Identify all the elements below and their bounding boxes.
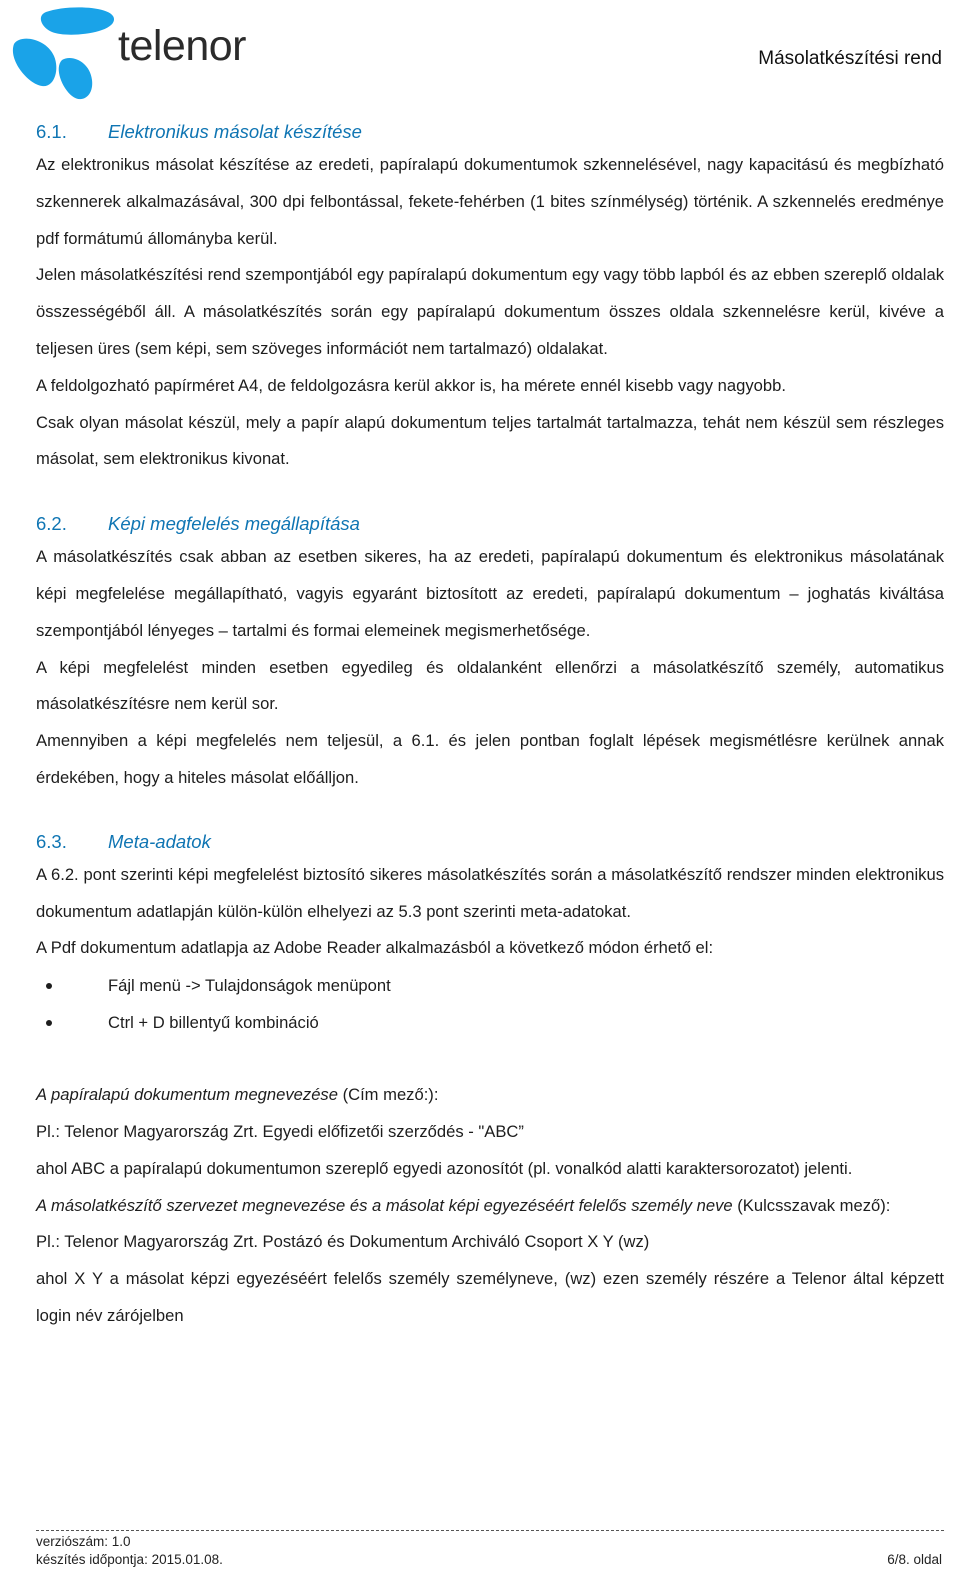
list-item: Fájl menü -> Tulajdonságok menüpont: [36, 967, 944, 1004]
footer-divider: [36, 1530, 944, 1531]
section-heading-6-2: [36, 509, 944, 539]
document-title: Másolatkészítési rend: [758, 48, 942, 69]
title-field-example: Pl.: Telenor Magyarország Zrt. Egyedi előfizetői szerződés - "ABC”: [36, 1121, 524, 1141]
section-title: Meta-adatok: [108, 830, 211, 852]
list-item: Ctrl + D billentyű kombináció: [36, 1004, 944, 1041]
footer-date: készítés időpontja: 2015.01.08.: [36, 1552, 223, 1567]
telenor-propeller-logo-icon: [6, 4, 118, 104]
bullet-icon: [46, 1020, 52, 1026]
title-field-explanation: ahol ABC a papíralapú dokumentumon szereplő egyedi azonosítót (pl. vonalkód alatti karaktersorozatot) jelenti.: [36, 1158, 853, 1178]
section-number: 6.3.: [36, 830, 67, 852]
bullet-list: [36, 967, 944, 1041]
paragraph: A képi megfelelést minden esetben egyedileg és oldalanként ellenőrzi a másolatkészítő személy, automatikus másolatkészítésre nem kerül sor.: [36, 657, 944, 714]
section-heading-6-1: [36, 117, 944, 147]
page-content: [36, 117, 944, 1335]
section-title: Képi megfelelés megállapítása: [108, 513, 360, 535]
paragraph: Csak olyan másolat készül, mely a papír alapú dokumentum teljes tartalmát tartalmazza, tehát nem készül sem részleges másolat, sem elektronikus kivonat.: [36, 412, 944, 469]
paragraph: A 6.2. pont szerinti képi megfelelést biztosító sikeres másolatkészítés során a másolatkészítő rendszer minden elektronikus dokumentum adatlapján külön-külön elhelyezi az 5.3 pont szerinti meta-adatokat.: [36, 864, 944, 921]
paragraph: Az elektronikus másolat készítése az eredeti, papíralapú dokumentumok szkennelésével, nagy kapacitású és megbízható szkennerek alkalmazásával, 300 dpi felbontással, fekete-fehérben (1 bites színmélység) történik. A szkennelés eredménye pdf formátumú állományba kerül.: [36, 155, 944, 248]
bullet-icon: [46, 983, 52, 989]
footer-version: verziószám: 1.0: [36, 1534, 131, 1549]
section-number: 6.2.: [36, 513, 67, 535]
section-title: Elektronikus másolat készítése: [108, 121, 362, 142]
paragraph: A Pdf dokumentum adatlapja az Adobe Reader alkalmazásból a következő módon érhető el:: [36, 938, 714, 958]
title-field-label: A papíralapú dokumentum megnevezése (Cím mező:):: [36, 1085, 439, 1105]
paragraph: A másolatkészítés csak abban az esetben sikeres, ha az eredeti, papíralapú dokumentum és elektronikus másolatának képi megfelelése megállapítható, vagyis egyaránt biztosított az eredeti, papíralapú dokumentum – joghatás kiváltása szempontjából lényeges – tartalmi és formai elemeinek megismerhetősége.: [36, 547, 944, 640]
keywords-field-explanation: ahol X Y a másolat képzi egyezéséért felelős személy személyneve, (wz) ezen személy részére a Telenor által képzett login név zárójelben: [36, 1269, 944, 1325]
footer-page-number: 6/8. oldal: [887, 1552, 942, 1567]
keywords-field-example: Pl.: Telenor Magyarország Zrt. Postázó és Dokumentum Archiváló Csoport X Y (wz): [36, 1232, 650, 1252]
paragraph: Jelen másolatkészítési rend szempontjából egy papíralapú dokumentum egy vagy több lapból és az ebben szereplő oldalak összességéből áll. A másolatkészítés során egy papíralapú dokumentum összes oldala szkennelésre kerül, kivéve a teljesen üres (sem képi, sem szöveges információt nem tartalmazó) oldalakat.: [36, 265, 944, 358]
telenor-logo: [6, 4, 246, 102]
keywords-field-label: A másolatkészítő szervezet megnevezése és a másolat képi egyezéséért felelős személy neve (Kulcsszavak mező):: [36, 1195, 891, 1215]
brand-wordmark: telenor: [118, 22, 246, 70]
section-number: 6.1.: [36, 121, 67, 142]
section-heading-6-3: [36, 827, 944, 857]
paragraph: A feldolgozható papírméret A4, de feldolgozásra kerül akkor is, ha mérete ennél kisebb vagy nagyobb.: [36, 375, 786, 395]
paragraph: Amennyiben a képi megfelelés nem teljesül, a 6.1. és jelen pontban foglalt lépések megismétlésre kerülnek annak érdekében, hogy a hiteles másolat előálljon.: [36, 731, 944, 787]
